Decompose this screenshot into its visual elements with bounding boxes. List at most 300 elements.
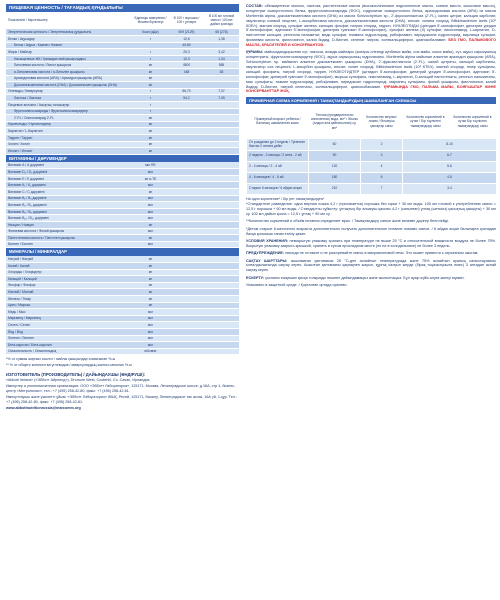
nutrient-per100g [169, 335, 204, 342]
composition-ru [246, 4, 496, 48]
nutrient-unit: мОсм/кг [132, 348, 169, 355]
nutrient-per100ml: 7,37 [204, 88, 239, 95]
nutrient-per100g: 4500 [169, 62, 204, 69]
nutrient-unit: мг [132, 282, 169, 289]
nutrient-per100ml [204, 182, 239, 189]
nutrient-unit: мг [132, 134, 169, 141]
nutrient-name: Белок / Ақуыз : Казеин / Казеин [6, 42, 132, 49]
vitamin-row [6, 228, 239, 235]
feeding-header-water: Теплая (предварительно кипяченная) вода, мл* / Жылы (алдын ала қайнатылған) су, мл* [309, 104, 361, 138]
nutrient-per100g [169, 82, 204, 89]
nutrient-per100ml [204, 241, 239, 248]
nutrient-unit: г [132, 95, 169, 102]
nutrient-name: Витамин В₂ / В₂ дәрумені [6, 202, 132, 209]
nutrient-unit: мг [132, 141, 169, 148]
nutrient-name: Витамин В₁₂ / В₁₂ дәрумені [6, 215, 132, 222]
nutrient-per100ml [204, 328, 239, 335]
note-complementary: *Детям старше 6-месячного возраста дополнительно получать дополнительное питание помимо смеси. / 6 айдан асқан балаларға қоспадан басқа қосымша тағам енгізу қажет. [246, 226, 496, 236]
nutrient-per100g [169, 256, 204, 263]
nutrient-name: Карнитин / L-Карнитин [6, 128, 132, 135]
nutrient-per100g [169, 328, 204, 335]
nutrient-unit: мг [132, 302, 169, 309]
nutrient-per100ml [204, 256, 239, 263]
nutrient-unit: мг [132, 295, 169, 302]
nutrient-per100g [169, 102, 204, 109]
nutrient-unit: мкг RE [132, 162, 169, 169]
vitamin-row [6, 208, 239, 215]
note-dilution: *Стандартное разведение: одна мерная ложка 4,2 г (прилагается) порошка без горки + 30 мл воды. 100 мл готовой к употреблению смеси = 12,5 г порошка + 90 мл воды. / Стандартты сұйылту: ұнтақтың бір өлшеуіш қасығы 4,2 г (салынған) ұнтақ (шеткісіз) қасықтың қасықты) + 30 мл су. 100 мл дайын қоспа = 12,5 г ұнтақ + 90 мл су. [246, 202, 496, 216]
nutrient-unit: мкг [132, 215, 169, 222]
nutrient-name: Биотин / Биотин [6, 241, 132, 248]
warning-kaz [246, 276, 496, 281]
nutrient-unit: мг [132, 62, 169, 69]
nutrient-unit: мкг [132, 195, 169, 202]
nutrient-per100ml [204, 75, 239, 82]
minerals-table [6, 256, 239, 355]
nutrient-name: Витамин А / А дәрумені [6, 162, 132, 169]
feeding-spoons: 2 [361, 138, 403, 150]
nutrition-column [6, 4, 239, 413]
nutrient-unit: мкг [132, 309, 169, 316]
nutrient-per100g [169, 241, 204, 248]
mineral-row [6, 302, 239, 309]
nutrient-per100g [169, 141, 204, 148]
header-per100ml: В 100 мл готовой смеси / 100 мл дайын қоспада [204, 12, 239, 29]
nutrient-per100ml [204, 134, 239, 141]
nutrient-name: Линолевая кислота / Линол қышқылы [6, 62, 132, 69]
nutrient-per100ml [204, 269, 239, 276]
nutrient-name: Арахидоновая кислота (ARA) / Арахидон қышқылы (ARA) [6, 75, 132, 82]
nutrition-row [6, 115, 239, 122]
producer-heading: ИЗГОТОВИТЕЛЬ (ПРОИЗВОДИТЕЛЬ) / ДАЙЫНДАУШЫ (ӨНДІРУШІ): [6, 371, 146, 377]
nutrient-unit: мг [132, 276, 169, 283]
nutrient-per100g: 40:60 [169, 42, 204, 49]
mineral-row [6, 322, 239, 329]
nutrition-row [6, 108, 239, 115]
nutrient-name: Углеводы / Көмірсулар [6, 88, 132, 95]
nutrient-per100ml [204, 289, 239, 296]
nutrient-per100g [169, 115, 204, 122]
feeding-row [247, 183, 497, 194]
nutrient-per100g [169, 269, 204, 276]
storage-kaz [246, 259, 496, 274]
nutrient-name: α-Линоленовая кислота / α-Линолен қышқылы [6, 69, 132, 76]
feeding-header-row [247, 104, 497, 138]
nutrient-per100g: 448 [169, 69, 204, 76]
nutrient-per100ml [204, 208, 239, 215]
vitamin-row [6, 189, 239, 196]
nutrient-name: Энергетическая ценность / Энергетикалық құндылығы [6, 29, 132, 36]
vitamin-row [6, 241, 239, 248]
nutrient-per100g [169, 108, 204, 115]
nutrient-per100g [169, 134, 204, 141]
feeding-count: 6-7 [403, 150, 497, 161]
nutrient-unit: г [132, 36, 169, 43]
feeding-water: 210 [309, 183, 361, 194]
feeding-water: 90 [309, 150, 361, 161]
feeding-water: 120 [309, 161, 361, 172]
storage-kaz-text: ашылмаған қаптаманы 25 °С-ден аспайтын температурада және 75% аспайтын ауаның салыстырмалы ылғалдылығында сақтау керек. Ашылған қаптаманы қақпақпен жауып, құрғақ салқын жерде (бірақ тоңазытқышта емес) 3 аптадан аспай сақтау керек. [246, 258, 496, 273]
feeding-row [247, 161, 497, 172]
nutrition-row [6, 128, 239, 135]
nutrition-row [6, 148, 239, 155]
nutrient-per100ml: 1,38 [204, 36, 239, 43]
composition-label: СОСТАВ: [246, 4, 263, 8]
nutrient-per100ml [204, 348, 239, 355]
nutrient-per100g [169, 208, 204, 215]
nutrient-name: Пищевые волокна / Азықтық талшықтар [6, 102, 132, 109]
mineral-row [6, 262, 239, 269]
nutrient-unit: г [132, 102, 169, 109]
nutrient-name: Лютеин / Лютеин [6, 335, 132, 342]
nutrient-name: Кальций / Кальций [6, 276, 132, 283]
nutrient-per100g [169, 222, 204, 229]
note-doctor: **Количество кормлений и объём питания определяет врач. / Тамақтандыру санын және көлемін дәрігер белгілейді. [246, 219, 449, 224]
nutrient-per100g [169, 128, 204, 135]
producer-line: «Abbott Ireland» («Эбботт Айрленд»), Dromore West, Cootehill, Co. Cavan, Ирландия. [6, 378, 151, 383]
nutrient-name: Фосфор / Фосфор [6, 282, 132, 289]
importer-line: Импортер и уполномоченная организация: ООО «Эбботт Лэбораториз», 125171, Москва, Ленинградское шоссе, д.16А, стр.1, бизнес-центр «Метрополис», тел.: +7 (495) 258-42-80, факс: +7 (495) 258-42-81. [6, 384, 236, 394]
nutrient-unit: мкг [132, 208, 169, 215]
nutrient-per100ml [204, 82, 239, 89]
nutrient-unit: мкг [132, 335, 169, 342]
nutrient-name: Таурин / Таурин [6, 134, 132, 141]
feeding-header-spoons: Количество мерных ложек / Өлшеуіш қасықтар саны [361, 104, 403, 138]
nutrient-per100g: 10,6 [169, 36, 204, 43]
minerals-title: МИНЕРАЛЫ / МИНЕРАЛДАР [6, 248, 239, 255]
nutrient-per100ml [204, 276, 239, 283]
feeding-age: От рождения до 2 недель / Туғаннан бастап 2 аптаға дейін [247, 138, 309, 150]
warning-ru [246, 251, 496, 256]
feeding-water: 180 [309, 172, 361, 183]
nutrient-unit: мкг [132, 182, 169, 189]
nutrient-per100ml [204, 102, 239, 109]
text-column [246, 4, 496, 290]
nutrient-unit: мг [132, 256, 169, 263]
nutrient-name: Медь / Мыс [6, 309, 132, 316]
nutrient-per100ml [204, 309, 239, 316]
nutrition-row [6, 49, 239, 56]
nutrient-unit: мг [132, 189, 169, 196]
warning-kaz-text: қоспаны ешқашан қысқа толқынды пешпен дайындамаңыз және жылытпаңыз. Бұл ауыр күйік алуға әкелуі мүмкін. [265, 275, 465, 280]
nutrient-per100g [169, 202, 204, 209]
nutrient-name: Цинк / Мырыш [6, 302, 132, 309]
nutrient-per100ml: 3,42 [204, 49, 239, 56]
nutrient-per100ml [204, 302, 239, 309]
nutrient-per100g [169, 315, 204, 322]
nutrient-per100ml [204, 42, 239, 49]
nutrient-per100g [169, 295, 204, 302]
mineral-row [6, 289, 239, 296]
nutrient-per100g [169, 148, 204, 155]
storage-kaz-label: САҚТАУ ШАРТТАРЫ: [246, 258, 288, 263]
nutrient-name: Лактоза / Лактоза [6, 95, 132, 102]
nutrient-name: Холин / Холин [6, 141, 132, 148]
nutrition-row [6, 55, 239, 62]
nutrient-per100ml [204, 228, 239, 235]
nutrient-per100g [169, 276, 204, 283]
feeding-age: 4 - 6 месяцев / 4 - 6 ай [247, 172, 309, 183]
vitamin-row [6, 215, 239, 222]
nutrient-name: Натрий / Натрий [6, 256, 132, 263]
composition-kaz-text: майсыздандырылған сүт, лактоза, өсімдік майлары (жоғары олеинді күнбағыс майы, соя майы, кокос майы), сүт, ақуыз сарысуының концентраты, фруктоолигосахаридтер (ФОС), ақуыз сарысуының гидролизаты, Mortierella alpina майынан алынған арахидон қышқылы (ARA), Schizochytrium sp. майынан алынған докозагексаен қышқылы (DHA), 2'-фукозиллактоза (2'-FL), калий цитраты, кальций карбонаты, эмульгатор соя лецитині, L-аскорбин қышқылы, инозит, холин хлориді, Bifidobacterium lactis (10⁶ КТБ/г), магний хлориді, темір сульфаты, кальций фосфаты, натрий хлориді, таурин, НУКЛЕОТИДТЕР (цитидин 5'-монофосфат, динатрий уридин 5'-монофосфат, аденозин 5'-монофосфат, динатрий гуанозин 5'-монофосфат), мырыш сульфаты, никотинамид, L-карнитин, D-кальций пантотенаты, ретинол пальмитаты, мыс сульфаты, тиамин гидрохлориді, рибофлавин, пиридоксин гидрохлориді, марганец сульфаты, фолий қышқылы, филлохинон, калий йодиді, D-биотин, натрий селенаты, холекальциферол, цианокобаламин. [246, 50, 496, 89]
nutrient-unit: мкг [132, 315, 169, 322]
vitamin-row [6, 162, 239, 169]
nutrient-per100ml [204, 141, 239, 148]
nutrition-row [6, 134, 239, 141]
nutrition-row [6, 62, 239, 69]
feeding-age: 2 недели - 2 месяца / 2 апта - 2 ай [247, 150, 309, 161]
nutrient-unit: мг [132, 262, 169, 269]
mineral-row [6, 309, 239, 316]
header-unit: Единицы измерения / Өлшем бірліктері [132, 12, 169, 29]
vitamins-table [6, 162, 239, 248]
nutrient-per100ml [204, 148, 239, 155]
feeding-header-feeds-alt: Количество кормлений в сутки Бір тәуліктегі тамақтандыру саны [449, 104, 497, 138]
nutrient-per100g [169, 342, 204, 349]
nutrient-per100ml [204, 235, 239, 242]
storage-label: УСЛОВИЯ ХРАНЕНИЯ: [246, 238, 289, 243]
nutrient-name: Инозит / Инозит [6, 148, 132, 155]
mineral-row [6, 348, 239, 355]
nutrient-per100g [169, 75, 204, 82]
vitamin-row [6, 222, 239, 229]
nutrition-row [6, 141, 239, 148]
nutrient-unit: мг [132, 222, 169, 229]
header-indicator: Показатели / Көрсеткіштер [6, 12, 132, 29]
warning-kaz-label: ЕСКЕРТУ: [246, 275, 265, 280]
nutrient-per100g [169, 169, 204, 176]
nutrient-per100g [169, 282, 204, 289]
nutrient-unit [132, 42, 169, 49]
feeding-row [247, 150, 497, 161]
nutrient-per100ml: 58 [204, 69, 239, 76]
nutrition-row [6, 82, 239, 89]
nutrient-unit: мг [132, 128, 169, 135]
nutrient-unit: мг [132, 82, 169, 89]
nutrient-per100ml [204, 222, 239, 229]
nutrition-row [6, 95, 239, 102]
vitamin-row [6, 182, 239, 189]
nutrient-unit: г [132, 55, 169, 62]
nutrient-name: Белки / Ақуыздар [6, 36, 132, 43]
nutrient-per100g [169, 309, 204, 316]
producer-info [6, 372, 239, 412]
footnote-carbs: ** % от общего количества углеводов / көмірсулардың жалпы санынан %-ы [6, 362, 132, 367]
nutrition-row [6, 121, 239, 128]
header-per100g: В 100 г порошка / 100 г ұнтақта [169, 12, 204, 29]
nutrient-name: 2'-FL / Олигосахарид 2'-FL [6, 115, 132, 122]
nutrient-name: Фолиевая кислота / Фолий қышқылы [6, 228, 132, 235]
nutrient-per100ml [204, 108, 239, 115]
nutrition-row [6, 36, 239, 43]
nutrient-unit: мкг [132, 202, 169, 209]
composition-kaz-claim: ҚҰРАМЫНДА ГМО, ПАЛЬМА МАЙЫ, БОЯҒЫШТАР ЖӘНЕ КОНСЕРВАНТТАР ЖОҚ. [246, 84, 496, 94]
nutrient-per100ml [204, 128, 239, 135]
nutrient-per100ml [204, 335, 239, 342]
vitamin-row [6, 169, 239, 176]
feeding-spoons: 3 [361, 150, 403, 161]
nutrient-per100ml [204, 202, 239, 209]
mineral-row [6, 295, 239, 302]
mineral-row [6, 315, 239, 322]
feeding-spoons: 6 [361, 172, 403, 183]
nutrient-name: Фруктоолигосахариды / Фруктоолигосахаридтер [6, 108, 132, 115]
nutrient-name: Осмоляльность / Осмоляльдық [6, 348, 132, 355]
mineral-row [6, 269, 239, 276]
nutrient-per100g [169, 195, 204, 202]
nutrient-name: Железо / Темір [6, 295, 132, 302]
vitamins-title: ВИТАМИНЫ / ДӘРУМЕНДЕР [6, 155, 239, 162]
nutrient-per100ml: 66 (276) [204, 29, 239, 36]
nutrient-unit: г [132, 88, 169, 95]
composition-kaz-label: ҚҰРАМЫ: [246, 50, 264, 55]
nutrient-name: Нуклеотиды / Нуклеотидтер [6, 121, 132, 128]
nutrient-name: Витамин С / С дәрумені [6, 189, 132, 196]
nutrient-unit: мг [132, 235, 169, 242]
nutrient-unit: мг [132, 69, 169, 76]
nutrient-per100ml [204, 169, 239, 176]
nutrient-name: Витамин D₃ / D₃ дәрумені [6, 169, 132, 176]
nutrient-name: Докозагексаеновая кислота (DHA) / Докозагексаен қышқылы (DHA) [6, 82, 132, 89]
feeding-age: Старше 6 месяцев / 6 айдан асқан [247, 183, 309, 194]
nutrient-unit: мг [132, 269, 169, 276]
nutrient-per100ml [204, 175, 239, 182]
nutrient-name: Магний / Магний [6, 289, 132, 296]
nutrient-name: Марганец / Марганец [6, 315, 132, 322]
nutrient-unit: мг [132, 289, 169, 296]
nutrient-unit: мг [132, 115, 169, 122]
storage-text: невскрытую упаковку хранить при температуре не выше 25 °С и относительной влажности воздуха не более 75%. Вскрытую упаковку закрыть крышкой, хранить в сухом прохладном месте (но не в холодильнике) не более 3 недель. [246, 238, 497, 248]
warning-label: ПРЕДУПРЕЖДЕНИЕ: [246, 251, 285, 256]
nutrient-unit: мг [132, 148, 169, 155]
nutrient-unit: мг [132, 121, 169, 128]
nutrient-per100ml [204, 195, 239, 202]
nutrient-per100g [169, 289, 204, 296]
nutrition-row [6, 88, 239, 95]
packing-note: Упаковано в защитной среде. / Қорғалған ортада оралған. [246, 283, 348, 288]
nutrient-name: Витамин К₁ / К₁ дәрумені [6, 182, 132, 189]
importer-kaz-line: Импорттаушы және уәкілетті ұйым: «Эбботт Лэбораториз» ЖШҚ, Ресей, 125171, Мәскеу, Ленинградское тас жолы, 16А үй, 1-құр. Тел.: +7 (495) 258-42-80, факс: +7 (495) 258-42-81. [6, 395, 237, 405]
feeding-spoons: 4 [361, 161, 403, 172]
nutrient-per100g: 54,2 [169, 95, 204, 102]
feeding-top-header: На одно кормление* / Бір рет тамақтандыруға* [246, 196, 325, 201]
nutrient-name: Витамин В₆ / В₆ дәрумені [6, 208, 132, 215]
feeding-water: 60 [309, 138, 361, 150]
nutrient-unit: мг [132, 75, 169, 82]
feeding-row [247, 138, 497, 150]
vitamin-row [6, 175, 239, 182]
nutrient-per100g [169, 228, 204, 235]
vitamin-row [6, 195, 239, 202]
nutrient-per100g: 509 (2129) [169, 29, 204, 36]
composition-text: обезжиренное молоко, лактоза, растительные масла (высокоолеиновое подсолнечное масло, соевое масло, кокосовое масло), концентрат сывороточного белка, фруктоолигосахариды (ФОС), гидролизат сывороточного белка, арахидоновая кислота (ARA) из масла Mortierella alpina, докозагексаеновая кислота (DHA) из масла Schizochytrium sp., 2'-фукозиллактоза (2'-FL), калия цитрат, кальция карбонат, эмульгатор соевый лецитин, L-аскорбиновая кислота, докозагексаеновая кислота (DHA), инозит, холина хлорид, Bifidobacterium lactis (10⁶ КОЕ/г), магния хлорид, сульфат железа, кальция фосфат, натрия хлорид, таурин, НУКЛЕОТИДЫ (цитидин 5'-монофосфат, динатрия уридин 5'-монофосфат, аденозин 5'-монофосфат, динатрия гуанозин 5'-монофосфат), сульфат железа (II) сульфат, никотинамид, L-карнитин, D-пантотенат кальция, ретинола пальмитат, медь сульфат, тиамина гидрохлорид, рибофлавин, пиридоксина гидрохлорид, марганца сульфат, фолиевая кислота, филлохинон, калия йодид, D-биотин, селенат натрия, холекальциферол, цианокобаламин. [246, 4, 497, 43]
nutrition-header-row [6, 12, 239, 29]
nutrient-per100ml [204, 262, 239, 269]
feeding-count: 8-10 [403, 138, 497, 150]
nutrition-row [6, 42, 239, 49]
nutrient-name: Бета-каротин / Бета-каротин [6, 342, 132, 349]
feeding-spoons: 7 [361, 183, 403, 194]
nutrient-unit: мкг [132, 169, 169, 176]
nutrient-per100g [169, 121, 204, 128]
mineral-row [6, 328, 239, 335]
nutrient-unit: мкг [132, 228, 169, 235]
nutrient-per100ml [204, 189, 239, 196]
nutrient-per100g: 56,74 [169, 88, 204, 95]
nutrient-unit: мг α-ТЕ [132, 175, 169, 182]
feeding-header-feeds: Количество кормлений в сутки / Бір тәуліктегі тамақтандыру саны [403, 104, 449, 138]
nutrient-name: Насыщенные ЖК / Қаныққан май қышқылдары [6, 55, 132, 62]
composition-claim: БЕЗ ГМО, ПАЛЬМОВОГО МАСЛА, КРАСИТЕЛЕЙ И КОНСЕРВАНТОВ. [246, 38, 496, 47]
nutrition-row [6, 29, 239, 36]
feeding-age: 2 - 4 месяца / 2 - 4 ай [247, 161, 309, 172]
nutrient-per100ml: 7,05 [204, 95, 239, 102]
nutrient-unit: Ккал (кДж) [132, 29, 169, 36]
storage-ru [246, 239, 496, 249]
nutrient-name: Хлориды / Хлоридтер [6, 269, 132, 276]
nutrition-row [6, 75, 239, 82]
nutrient-per100g [169, 182, 204, 189]
nutrition-row [6, 69, 239, 76]
nutrient-name: Витамин Е / Е дәрумені [6, 175, 132, 182]
nutrient-unit: г [132, 108, 169, 115]
nutrition-row [6, 102, 239, 109]
nutrient-name: Витамин В₁ / В₁ дәрумені [6, 195, 132, 202]
feeding-header-age: Примерный возраст ребенка / Баланың шамаланған жасы [247, 104, 309, 138]
nutrient-per100g [169, 302, 204, 309]
composition-kaz [246, 50, 496, 94]
nutrient-per100ml [204, 322, 239, 329]
nutrient-per100g: 26,3 [169, 49, 204, 56]
nutrient-per100g [169, 175, 204, 182]
nutrient-per100g: 10,3 [169, 55, 204, 62]
nutrient-per100g [169, 322, 204, 329]
nutrient-per100ml [204, 115, 239, 122]
nutrient-per100g [169, 262, 204, 269]
feeding-count: 5-6 [403, 161, 497, 172]
mineral-row [6, 282, 239, 289]
nutrient-unit: г [132, 49, 169, 56]
website-line: www.abbottnutritionrussia@marcomm.org [6, 406, 81, 411]
nutrient-name: Йод / Йод [6, 328, 132, 335]
nutrient-per100g [169, 215, 204, 222]
nutrient-per100g [169, 348, 204, 355]
footnote-fatty-acids: *% от суммы жирных кислот / майлы қышқылдар сомасынан %-ы [6, 357, 116, 362]
nutrient-per100ml: 585 [204, 62, 239, 69]
nutrient-per100ml [204, 121, 239, 128]
mineral-row [6, 342, 239, 349]
mineral-row [6, 256, 239, 263]
nutrient-name: Жиры / Майлар [6, 49, 132, 56]
feeding-table [246, 104, 497, 195]
nutrient-unit: мкг [132, 322, 169, 329]
mineral-row [6, 276, 239, 283]
vitamin-row [6, 202, 239, 209]
nutrient-unit: мкг [132, 328, 169, 335]
vitamin-row [6, 235, 239, 242]
mineral-row [6, 335, 239, 342]
nutrient-per100g [169, 162, 204, 169]
footnotes [6, 357, 239, 367]
nutrient-per100ml [204, 215, 239, 222]
nutrient-per100ml [204, 295, 239, 302]
nutrient-name: Селен / Селен [6, 322, 132, 329]
nutrition-table [6, 12, 239, 155]
nutrition-title: ПИЩЕВАЯ ЦЕННОСТЬ / ТАҒАМДЫҚ ҚҰНДЫЛЫҒЫ [6, 4, 239, 12]
nutrient-name: Пантотеновая кислота / Пантотен қышқылы [6, 235, 132, 242]
feeding-row [247, 172, 497, 183]
